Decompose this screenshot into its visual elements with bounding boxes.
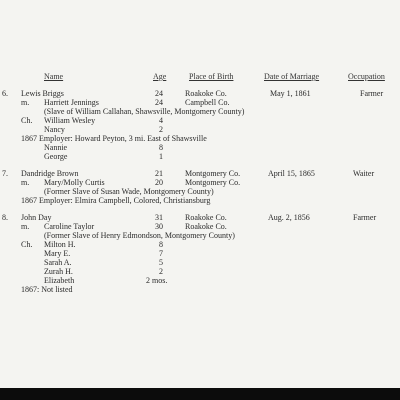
marriage-date: April 15, 1865 <box>268 169 315 178</box>
head-place: Roakoke Co. <box>185 213 227 222</box>
child-age: 2 <box>159 267 163 276</box>
child-name: Zurah H. <box>44 267 73 276</box>
spouse-age: 30 <box>155 222 163 231</box>
child-age: 8 <box>159 240 163 249</box>
head-place: Montgomery Co. <box>185 169 241 178</box>
married-prefix: m. <box>21 222 30 231</box>
child-age: 5 <box>159 258 163 267</box>
child-name: George <box>44 152 68 161</box>
child-age: 4 <box>159 116 163 125</box>
child-name: William Wesley <box>44 116 96 125</box>
head-name: John Day <box>21 213 52 222</box>
spouse-place: Roakoke Co. <box>185 222 227 231</box>
employer-line: 1867: Not listed <box>21 285 73 294</box>
child-name: Nancy <box>44 125 65 134</box>
child-age: 2 mos. <box>146 276 168 285</box>
head-age: 21 <box>155 169 163 178</box>
married-prefix: m. <box>21 98 30 107</box>
spouse-name: Harriett Jennings <box>44 98 99 107</box>
header-place-of-birth: Place of Birth <box>189 72 234 81</box>
header-name: Name <box>44 72 64 81</box>
entry-number: 8. <box>2 213 8 222</box>
child-name: Mary E. <box>44 249 71 258</box>
marriage-date: May 1, 1861 <box>270 89 311 98</box>
spouse-place: Campbell Co. <box>185 98 230 107</box>
spouse-name: Mary/Molly Curtis <box>44 178 105 187</box>
child-name: Nannie <box>44 143 68 152</box>
employer-line: 1867 Employer: Elmira Campbell, Colored, Christiansburg <box>21 196 211 205</box>
child-name: Milton H. <box>44 240 76 249</box>
slave-note: (Former Slave of Susan Wade, Montgomery County) <box>44 187 214 196</box>
married-prefix: m. <box>21 178 30 187</box>
entry-number: 7. <box>2 169 8 178</box>
slave-note: (Slave of William Callahan, Shawsville, Montgomery County) <box>44 107 245 116</box>
header-age: Age <box>153 72 167 81</box>
occupation: Farmer <box>360 89 384 98</box>
child-age: 2 <box>159 125 163 134</box>
child-name: Sarah A. <box>44 258 72 267</box>
spouse-age: 20 <box>155 178 163 187</box>
header-occupation: Occupation <box>348 72 385 81</box>
spouse-age: 24 <box>155 98 163 107</box>
head-name: Lewis Briggs <box>21 89 64 98</box>
head-name: Dandridge Brown <box>21 169 79 178</box>
employer-line: 1867 Employer: Howard Peyton, 3 mi. East of Shawsville <box>21 134 207 143</box>
slave-note: (Former Slave of Henry Edmondson, Montgomery County) <box>44 231 235 240</box>
child-age: 7 <box>159 249 163 258</box>
child-age: 1 <box>159 152 163 161</box>
occupation: Farmer <box>353 213 377 222</box>
spouse-place: Montgomery Co. <box>185 178 241 187</box>
child-age: 8 <box>159 143 163 152</box>
child-name: Elizabeth <box>44 276 75 285</box>
entry-number: 6. <box>2 89 8 98</box>
marriage-date: Aug. 2, 1856 <box>268 213 310 222</box>
head-place: Roakoke Co. <box>185 89 227 98</box>
header-date-of-marriage: Date of Marriage <box>264 72 320 81</box>
children-prefix: Ch. <box>21 116 33 125</box>
head-age: 31 <box>155 213 163 222</box>
head-age: 24 <box>155 89 163 98</box>
spouse-name: Caroline Taylor <box>44 222 95 231</box>
children-prefix: Ch. <box>21 240 33 249</box>
occupation: Waiter <box>353 169 375 178</box>
